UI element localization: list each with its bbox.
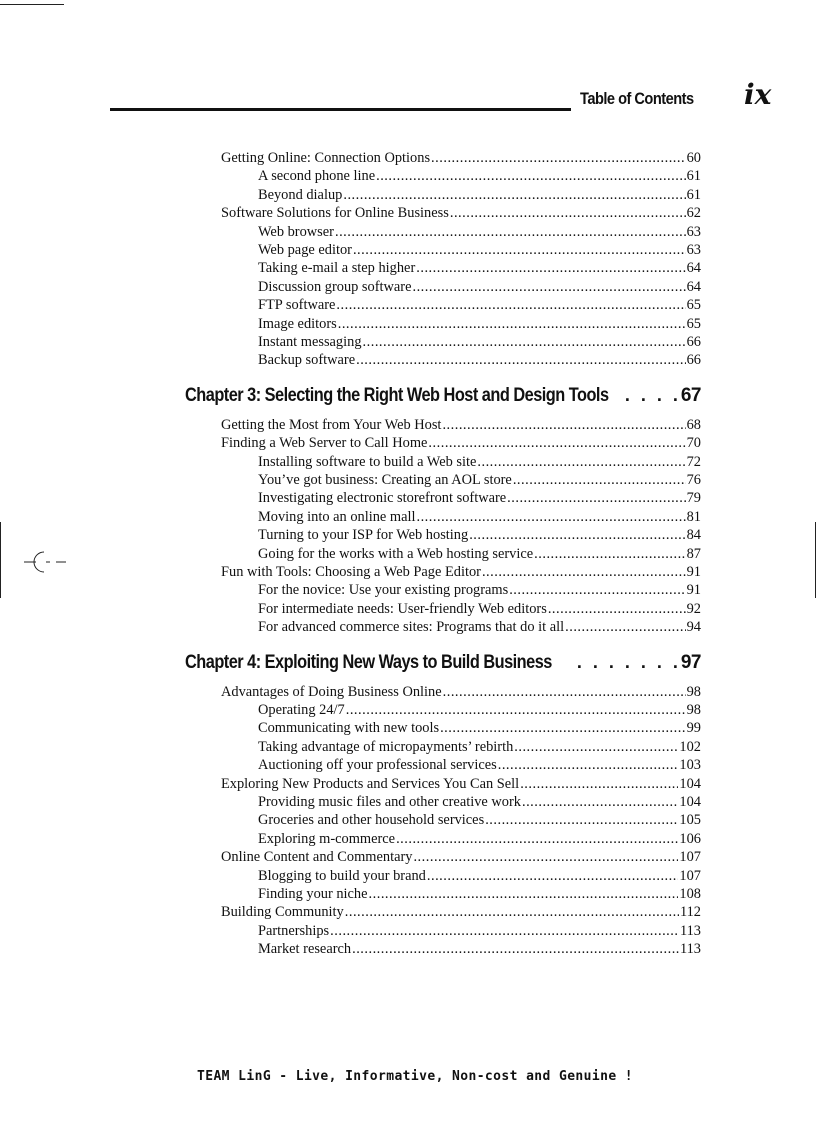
toc-subsection-entry [258,868,701,885]
entry-page-number: 66 [686,334,701,350]
entry-page-number: 108 [679,886,701,902]
entry-page-number: 91 [686,564,701,580]
toc-subsection-entry [258,454,701,471]
crop-mark-top [0,4,64,5]
dot-leader [509,582,685,599]
entry-page-number: 94 [686,619,701,636]
toc-subsection-entry [258,472,701,489]
entry-page-number: 107 [679,849,701,866]
dot-leader [356,352,686,369]
toc-subsection-entry [258,490,701,507]
entry-page-number: 99 [686,720,701,737]
dot-leader [416,509,685,526]
toc-subsection-entry [258,168,701,185]
entry-title: Finding a Web Server to Call Home [221,435,428,452]
page-number: ix [744,78,772,111]
entry-title: You’ve got business: Creating an AOL store [258,472,512,488]
entry-title: Providing music files and other creative work [258,794,521,810]
entry-title: Partnerships [258,922,330,939]
toc-section-entry [221,150,701,167]
entry-page-number: 92 [686,600,701,617]
toc-section-entry [221,776,701,793]
dot-leader [522,794,678,811]
entry-page-number: 62 [686,205,701,222]
entry-title: Fun with Tools: Choosing a Web Page Editor [221,564,481,580]
entry-page-number: 68 [686,416,701,433]
chapter-title: Chapter 4: Exploiting New Ways to Build Business [185,651,552,673]
registration-mark-icon [24,548,68,576]
dot-leader [396,831,678,848]
entry-page-number: 102 [679,738,701,755]
toc-subsection-entry [258,334,701,351]
dot-leader [336,297,685,314]
dot-leader [363,334,686,351]
entry-title: Turning to your ISP for Web hosting [258,527,469,544]
dot-leader [469,527,685,544]
toc-subsection-entry [258,224,701,241]
header-rule [110,108,571,111]
dot-leader [427,868,679,885]
dot-leader [507,490,685,507]
dot-leader [534,546,685,563]
dot-leader [482,564,686,581]
entry-title: Taking e-mail a step higher [258,260,416,277]
toc-subsection-entry [258,297,701,314]
entry-page-number: 81 [686,508,701,525]
toc-subsection-entry [258,546,701,563]
entry-title: Blogging to build your brand [258,867,426,884]
entry-title: For advanced commerce sites: Programs that do it all [258,619,565,636]
entry-title: FTP software [258,297,336,314]
dot-leader [477,454,685,471]
chapter-title: Chapter 3: Selecting the Right Web Host and Design Tools [185,384,609,406]
entry-title: Investigating electronic storefront software [258,490,507,507]
toc-section-entry [221,904,701,921]
toc-subsection-entry [258,923,701,940]
dot-leader [416,260,685,277]
entry-title: Going for the works with a Web hosting service [258,545,534,562]
header-title: Table of Contents [580,89,694,108]
dot-leader [440,720,686,737]
entry-title: Moving into an online mall [258,508,416,525]
chapter-page-number: 97 [680,651,701,673]
toc-subsection-entry [258,601,701,618]
entry-page-number: 112 [679,904,701,921]
toc-subsection-entry [258,509,701,526]
toc-section-entry [221,417,701,434]
entry-page-number: 61 [686,186,701,203]
toc-subsection-entry [258,886,701,903]
toc-section-entry [221,435,701,452]
entry-title: Getting the Most from Your Web Host [221,416,442,433]
entry-page-number: 70 [686,435,701,452]
entry-title: Auctioning off your professional services [258,757,497,774]
entry-page-number: 107 [679,867,701,884]
entry-page-number: 104 [679,794,701,810]
entry-title: Discussion group software [258,278,412,295]
toc-section-entry [221,564,701,581]
toc-subsection-entry [258,527,701,544]
entry-page-number: 87 [686,545,701,562]
dot-leader [376,168,686,185]
running-header [110,78,786,114]
dot-leader [442,417,685,434]
dot-leader [513,472,686,489]
toc-subsection-entry [258,739,701,756]
entry-page-number: 84 [686,527,701,544]
entry-title: Taking advantage of micropayments’ rebirth [258,738,514,755]
entry-title: Exploring m-commerce [258,830,396,847]
toc-subsection-entry [258,279,701,296]
toc-subsection-entry [258,242,701,259]
entry-page-number: 113 [679,922,701,939]
chapter-dot-leader [570,652,681,673]
entry-title: Beyond dialup [258,186,343,203]
entry-page-number: 76 [686,472,701,488]
entry-page-number: 98 [686,702,701,718]
chapter-dot-leader [615,385,681,406]
dot-leader [343,187,685,204]
toc-subsection-entry [258,702,701,719]
dot-leader [413,849,678,866]
entry-title: Software Solutions for Online Business [221,205,449,222]
toc-subsection-entry [258,720,701,737]
toc-section-entry [221,205,701,222]
crop-mark-left [0,522,1,598]
toc-subsection-entry [258,757,701,774]
dot-leader [345,904,679,921]
dot-leader [352,941,679,958]
dot-leader [338,316,686,333]
toc-subsection-entry [258,582,701,599]
dot-leader [450,205,686,222]
dot-leader [428,435,685,452]
entry-page-number: 64 [686,278,701,295]
entry-title: Getting Online: Connection Options [221,150,431,166]
dot-leader [353,242,686,259]
dot-leader [565,619,685,636]
dot-leader [431,150,686,167]
footer-text: TEAM LinG - Live, Informative, Non-cost and Genuine ! [197,1069,634,1084]
entry-title: Advantages of Doing Business Online [221,683,442,700]
toc-section-entry [221,684,701,701]
entry-page-number: 61 [686,168,701,185]
entry-page-number: 106 [679,830,701,847]
toc-subsection-entry [258,260,701,277]
entry-title: For the novice: Use your existing programs [258,582,509,599]
dot-leader [548,601,686,618]
chapter-page-number: 67 [680,384,701,406]
entry-page-number: 79 [686,490,701,507]
dot-leader [520,776,678,793]
toc-subsection-entry [258,352,701,369]
entry-page-number: 103 [679,757,701,774]
entry-page-number: 105 [679,812,701,829]
entry-page-number: 63 [686,242,701,258]
toc-subsection-entry [258,316,701,333]
dot-leader [412,279,685,296]
toc-chapter-heading [185,652,701,674]
entry-title: Groceries and other household services [258,812,485,829]
toc-subsection-entry [258,812,701,829]
toc-chapter-heading [185,385,701,407]
entry-page-number: 65 [686,297,701,314]
entry-page-number: 113 [679,941,701,958]
dot-leader [498,757,679,774]
toc-subsection-entry [258,831,701,848]
entry-title: Web browser [258,223,334,240]
entry-title: A second phone line [258,168,376,185]
entry-page-number: 64 [686,260,701,277]
entry-title: Exploring New Products and Services You Can Sell [221,775,520,792]
entry-page-number: 72 [686,453,701,470]
entry-title: Operating 24/7 [258,702,345,718]
entry-page-number: 63 [686,223,701,240]
entry-title: Building Community [221,904,344,921]
entry-page-number: 66 [686,352,701,369]
dot-leader [330,923,679,940]
dot-leader [369,886,679,903]
toc-subsection-entry [258,941,701,958]
entry-title: Installing software to build a Web site [258,453,477,470]
toc-subsection-entry [258,794,701,811]
entry-title: Finding your niche [258,886,368,902]
dot-leader [514,739,678,756]
toc-subsection-entry [258,619,701,636]
entry-page-number: 104 [679,775,701,792]
entry-page-number: 65 [686,315,701,332]
entry-page-number: 91 [686,582,701,599]
entry-title: For intermediate needs: User-friendly Web editors [258,600,547,617]
toc-section-entry [221,849,701,866]
entry-title: Online Content and Commentary [221,849,413,866]
toc-subsection-entry [258,187,701,204]
entry-title: Communicating with new tools [258,720,440,737]
entry-page-number: 98 [686,683,701,700]
entry-title: Web page editor [258,242,352,258]
entry-title: Backup software [258,352,356,369]
dot-leader [443,684,686,701]
dot-leader [485,812,678,829]
entry-page-number: 60 [686,150,701,166]
dot-leader [335,224,686,241]
entry-title: Image editors [258,315,337,332]
entry-title: Instant messaging [258,334,362,350]
entry-title: Market research [258,941,352,958]
dot-leader [346,702,686,719]
